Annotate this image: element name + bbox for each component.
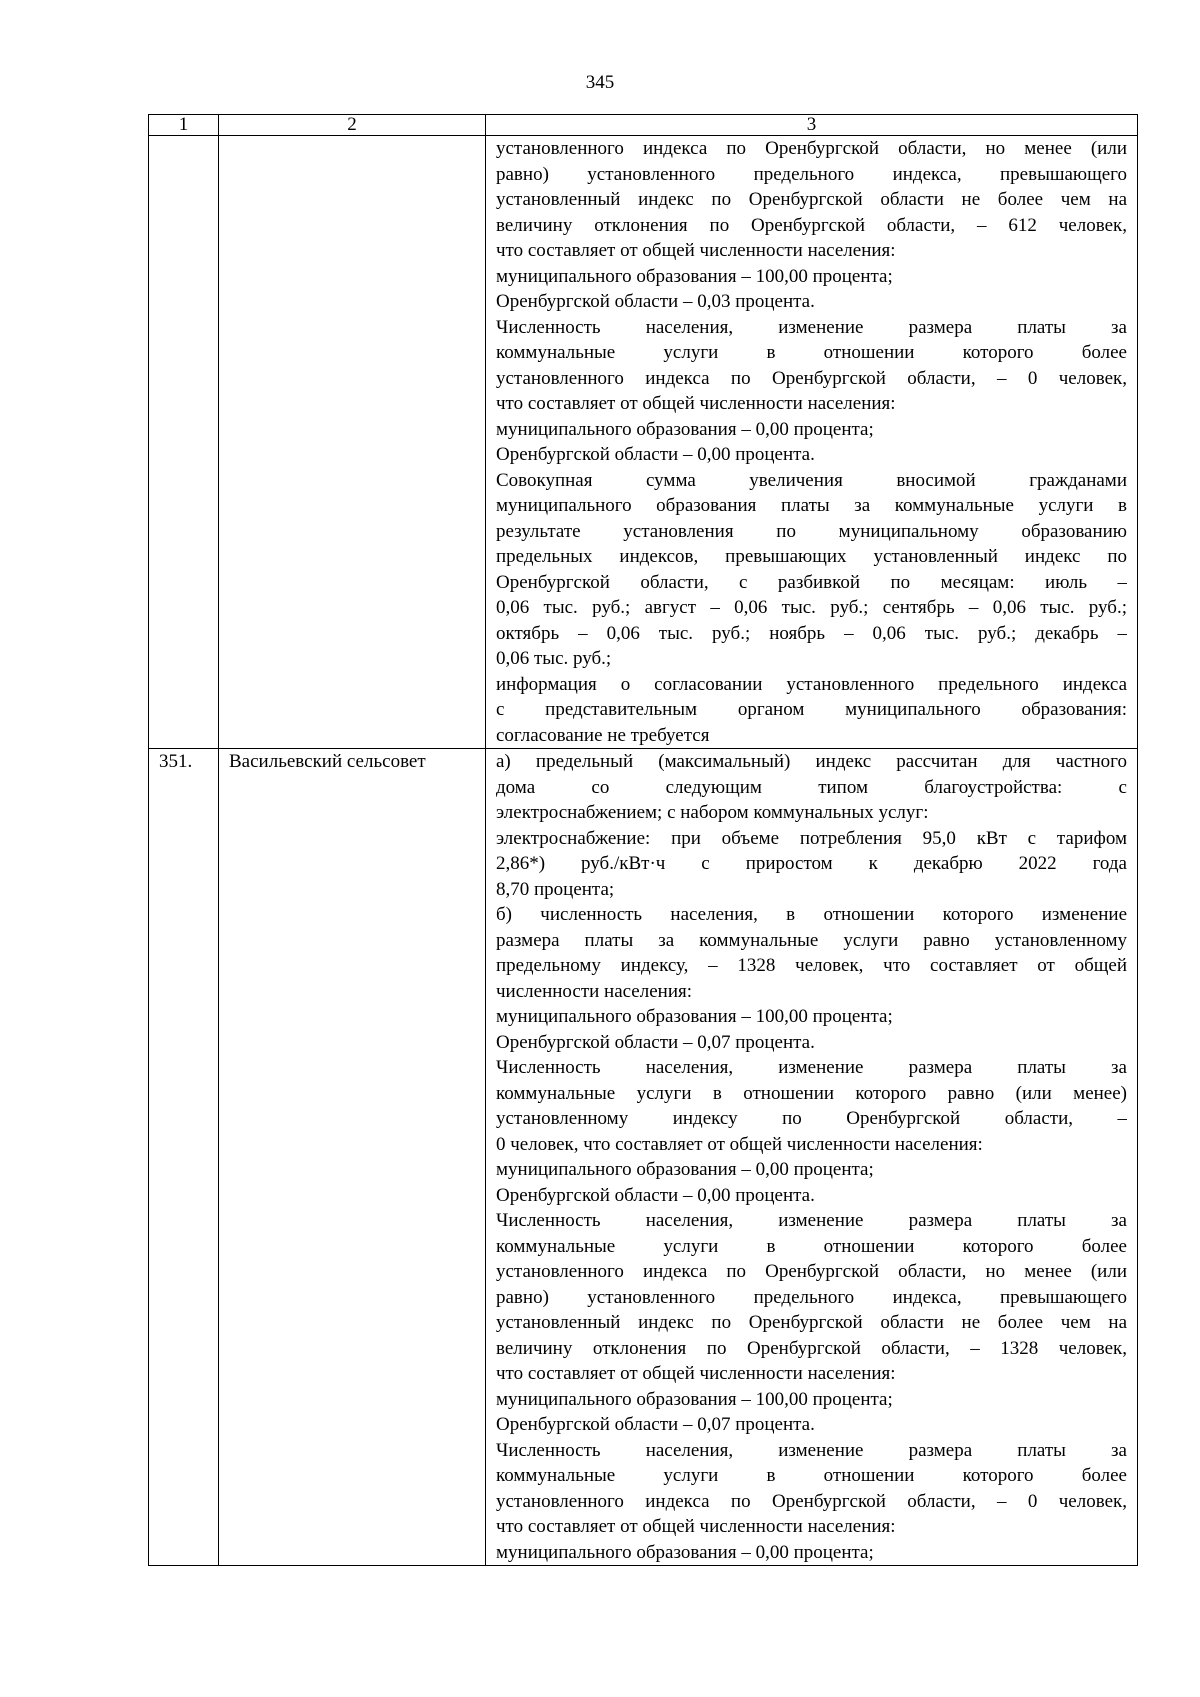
content-line: муниципального образования – 0,00 процента; — [496, 1541, 874, 1563]
row-content-cell — [486, 136, 1138, 749]
content-line: коммунальные услуги в отношении которого более — [496, 1465, 1127, 1486]
content-line: 0 человек, что составляет от общей численности населения: — [496, 1133, 983, 1155]
content-line: численности населения: — [496, 980, 693, 1002]
row-name-cell — [219, 136, 486, 749]
content-line: что составляет от общей численности населения: — [496, 1363, 896, 1384]
content-line: б) численность населения, в отношении которого изменение — [496, 904, 1127, 925]
content-line: информация о согласовании установленного предельного индекса — [496, 673, 1127, 695]
content-line: 0,06 тыс. руб.; — [496, 648, 612, 669]
content-line: результате установления по муниципальному образованию — [496, 520, 1127, 542]
content-line: дома со следующим типом благоустройства: с — [496, 776, 1127, 798]
content-line: равно) установленного предельного индекса, превышающего — [496, 163, 1127, 185]
content-line: установленного индекса по Оренбургской области, но менее (или — [496, 138, 1127, 159]
row-number-cell — [149, 136, 219, 749]
content-line: Численность населения, изменение размера платы за — [496, 316, 1127, 338]
content-line: величину отклонения по Оренбургской области, – 612 человек, — [496, 214, 1127, 236]
column-header-3: 3 — [486, 115, 1138, 136]
content-line: Оренбургской области – 0,00 процента. — [496, 1184, 815, 1206]
content-line: размера платы за коммунальные услуги равно установленному — [496, 929, 1127, 951]
content-line: 8,70 процента; — [496, 878, 615, 900]
content-line: установленного индекса по Оренбургской области, но менее (или — [496, 1261, 1127, 1282]
content-line: предельному индексу, – 1328 человек, что составляет от общей — [496, 955, 1127, 976]
content-line: предельных индексов, превышающих установленный индекс по — [496, 546, 1127, 567]
content-line: установленный индекс по Оренбургской области не более чем на — [496, 1312, 1127, 1333]
content-line: муниципального образования – 100,00 процента; — [496, 1388, 893, 1410]
content-line: муниципального образования – 100,00 процента; — [496, 265, 893, 287]
content-line: Совокупная сумма увеличения вносимой гражданами — [496, 469, 1127, 491]
content-line: коммунальные услуги в отношении которого более — [496, 1235, 1127, 1257]
content-line: Численность населения, изменение размера платы за — [496, 1439, 1127, 1461]
content-line: электроснабжением; с набором коммунальных услуг: — [496, 802, 929, 823]
content-line: что составляет от общей численности населения: — [496, 240, 896, 261]
content-line: муниципального образования – 0,00 процента; — [496, 418, 874, 440]
content-line: что составляет от общей численности населения: — [496, 1516, 896, 1537]
content-line: Оренбургской области – 0,03 процента. — [496, 291, 815, 312]
page-number: 345 — [585, 72, 615, 93]
content-line: Оренбургской области – 0,07 процента. — [496, 1031, 815, 1053]
content-line: октябрь – 0,06 тыс. руб.; ноябрь – 0,06 тыс. руб.; декабрь – — [496, 622, 1127, 644]
content-line: установленного индекса по Оренбургской области, – 0 человек, — [496, 367, 1127, 389]
content-line: что составляет от общей численности населения: — [496, 393, 896, 414]
content-line: с представительным органом муниципального образования: — [496, 699, 1127, 720]
column-header-1: 1 — [149, 115, 219, 136]
content-line: муниципального образования – 0,00 процента; — [496, 1159, 874, 1180]
content-line: муниципального образования платы за коммунальные услуги в — [496, 495, 1127, 516]
content-line: установленному индексу по Оренбургской области, – — [496, 1108, 1127, 1129]
content-line: а) предельный (максимальный) индекс рассчитан для частного — [496, 751, 1127, 772]
content-line: величину отклонения по Оренбургской области, – 1328 человек, — [496, 1337, 1127, 1359]
content-line: Оренбургской области – 0,07 процента. — [496, 1414, 815, 1435]
content-line: согласование не требуется — [496, 724, 710, 746]
content-line: Оренбургской области – 0,00 процента. — [496, 444, 815, 465]
content-line: 0,06 тыс. руб.; август – 0,06 тыс. руб.; сентябрь – 0,06 тыс. руб.; — [496, 597, 1127, 618]
content-line: Численность населения, изменение размера платы за — [496, 1210, 1127, 1231]
content-line: электроснабжение: при объеме потребления 95,0 кВт с тарифом — [496, 827, 1127, 849]
document-table — [148, 114, 1138, 1566]
row-name-cell: Васильевский сельсовет — [219, 749, 486, 1566]
content-line: Численность населения, изменение размера платы за — [496, 1057, 1127, 1078]
content-line: установленный индекс по Оренбургской области не более чем на — [496, 189, 1127, 210]
row-number-cell: 351. — [149, 749, 219, 1566]
table-header-row — [149, 115, 1138, 136]
content-line: 2,86*) руб./кВт·ч с приростом к декабрю 2022 года — [496, 853, 1127, 874]
content-line: Оренбургской области, с разбивкой по месяцам: июль – — [496, 571, 1127, 593]
row-content-cell — [486, 749, 1138, 1566]
table-row — [149, 749, 1138, 1566]
table-row — [149, 136, 1138, 749]
content-line: муниципального образования – 100,00 процента; — [496, 1006, 893, 1027]
content-line: коммунальные услуги в отношении которого равно (или менее) — [496, 1082, 1127, 1104]
content-line: установленного индекса по Оренбургской области, – 0 человек, — [496, 1490, 1127, 1512]
column-header-2: 2 — [219, 115, 486, 136]
content-line: равно) установленного предельного индекса, превышающего — [496, 1286, 1127, 1308]
content-line: коммунальные услуги в отношении которого более — [496, 342, 1127, 363]
